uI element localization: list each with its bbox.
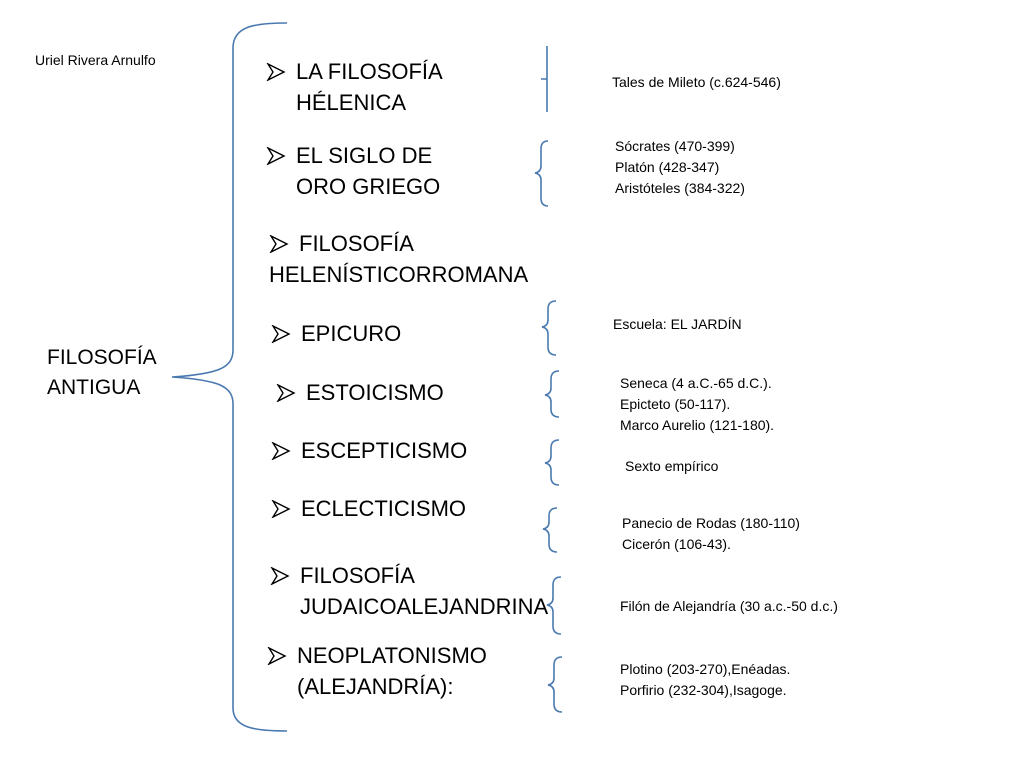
detail-9-2: Porfirio (232-304),Isagoge. [620,682,787,698]
detail-group-5 [620,373,774,436]
detail-group-6 [625,456,718,477]
arrow-bullet-icon [266,140,288,165]
detail-group-1 [612,72,781,93]
topic-estoicismo [276,377,444,408]
arrow-bullet-icon [270,560,292,585]
detail-brace-2 [535,141,548,206]
topic-neoplatonismo [267,640,487,702]
topic-judaicoalejandrina [270,560,548,622]
topic-9-line-2: (ALEJANDRÍA): [297,674,454,699]
detail-brace-9 [548,657,562,712]
topic-9-line-1: NEOPLATONISMO [297,643,487,668]
detail-group-7 [622,513,800,555]
arrow-bullet-icon [271,493,293,518]
topic-2-line-2: ORO GRIEGO [296,174,441,199]
arrow-bullet-icon [271,318,293,343]
topic-3-line-1: FILOSOFÍA [299,231,414,256]
detail-brace-5 [545,371,559,417]
arrow-bullet-icon [271,435,293,460]
detail-brace-4 [542,301,556,355]
topic-8-line-1: FILOSOFÍA [300,563,415,588]
topic-1-line-1: LA FILOSOFÍA [296,59,443,84]
detail-group-4 [613,314,742,335]
topic-8-line-2: JUDAICOALEJANDRINA [300,594,549,619]
topic-4-line-1: EPICURO [301,321,402,346]
detail-group-2 [615,136,745,199]
detail-brace-7 [543,508,557,552]
arrow-bullet-icon [269,228,291,253]
detail-group-9 [620,659,790,701]
detail-2-3: Aristóteles (384-322) [615,180,745,196]
author-name: Uriel Rivera Arnulfo [35,52,156,68]
detail-2-1: Sócrates (470-399) [615,138,735,154]
detail-2-2: Platón (428-347) [615,159,720,175]
detail-5-2: Epicteto (50-117). [620,396,731,412]
detail-8-1: Filón de Alejandría (30 a.c.-50 d.c.) [620,598,838,614]
detail-9-1: Plotino (203-270),Enéadas. [620,661,791,677]
topic-2-line-1: EL SIGLO DE [296,143,433,168]
detail-brace-8 [547,577,561,634]
detail-7-2: Cicerón (106-43). [622,536,731,552]
detail-1-1: Tales de Mileto (c.624-546) [612,74,781,90]
detail-group-8 [620,596,838,617]
topic-escepticismo [271,435,467,466]
topic-epicuro [271,318,401,349]
detail-5-3: Marco Aurelio (121-180). [620,417,775,433]
main-brace [172,23,287,731]
topic-7-line-1: ECLECTICISMO [301,496,467,521]
root-topic [47,343,157,403]
detail-4-1: Escuela: EL JARDÍN [613,316,742,332]
topic-6-line-1: ESCEPTICISMO [301,438,468,463]
detail-brace-6 [545,440,559,485]
topic-eclecticismo [271,493,466,524]
topic-5-line-1: ESTOICISMO [306,380,444,405]
topic-1-line-2: HÉLENICA [296,90,407,115]
topic-siglo-de-oro [266,140,440,202]
detail-6-1: Sexto empírico [625,458,719,474]
detail-brace-1 [541,46,547,112]
detail-7-1: Panecio de Rodas (180-110) [622,515,800,531]
arrow-bullet-icon [276,377,298,402]
topic-3-line-2: HELENÍSTICORROMANA [269,262,529,287]
root-line-2: ANTIGUA [47,376,141,399]
root-line-1: FILOSOFÍA [47,346,157,369]
arrow-bullet-icon [266,56,288,81]
arrow-bullet-icon [267,640,289,665]
detail-5-1: Seneca (4 a.C.-65 d.C.). [620,375,772,391]
topic-filosofia-helenistica [269,228,528,290]
topic-filosofia-helenica [266,56,443,118]
